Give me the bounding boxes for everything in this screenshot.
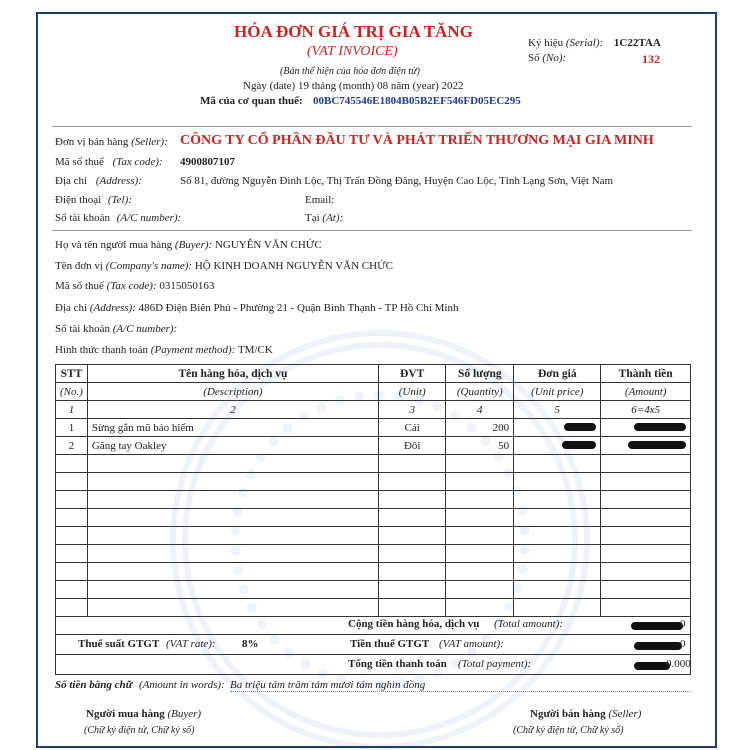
table-row-empty (56, 527, 691, 545)
authority-code: 00BC745546E1804B05B2EF546FD05EC295 (313, 95, 521, 107)
col-amount: Thành tiền (601, 365, 691, 383)
redacted-price (562, 441, 596, 449)
table-row-empty (56, 509, 691, 527)
buyer-company-row: Tên đơn vị (Company's name): HỘ KINH DOANH NGUYỄN VĂN CHỨC (55, 260, 393, 272)
vat-rate: 8% (242, 638, 259, 650)
table-header-row (56, 365, 691, 383)
invoice-no-field (528, 52, 566, 64)
table-row-empty (56, 599, 691, 617)
redacted-total (634, 661, 670, 673)
buyer-company: HỘ KINH DOANH NGUYỄN VĂN CHỨC (194, 260, 393, 272)
buyer-tax-row: Mã số thuế (Tax code): 0315050163 (55, 280, 215, 292)
serial-label-en: (Serial): (565, 37, 604, 49)
seller-name-label: Đơn vị bán hàng (Seller): (55, 136, 168, 148)
buyer-address: 486D Điện Biên Phủ - Phường 21 - Quận Bình Thạnh - TP Hồ Chí Minh (138, 302, 459, 314)
serial-value: 1C22TAA (613, 37, 661, 49)
buyer-name: NGUYỄN VĂN CHỨC (214, 239, 322, 251)
vat-row: Thuế suất GTGT (VAT rate): 8% Tiền thuế GTGT (VAT amount): 0 (55, 635, 691, 655)
divider-top (52, 126, 692, 127)
seller-bank-label: Tại (At): (305, 212, 344, 224)
amount-words-row: Số tiền bằng chữ (Amount in words): (55, 679, 225, 691)
invoice-title: HÓA ĐƠN GIÁ TRỊ GIA TĂNG (234, 22, 473, 41)
redacted-vat (634, 641, 682, 653)
serial-label: Ký hiệu (528, 37, 564, 49)
buyer-signature-note: (Chữ ký điện tử, Chữ ký số) (84, 725, 195, 736)
redacted-subtotal (631, 621, 683, 633)
seller-email-label: Email: (305, 194, 335, 206)
items-table (55, 364, 691, 617)
seller-tel-label: Điện thoại (Tel): (55, 194, 132, 206)
payment-method: TM/CK (237, 344, 273, 356)
col-unit-price: Đơn giá (514, 365, 601, 383)
divider-middle (52, 230, 692, 231)
buyer-account-row: Số tài khoản (A/C number): (55, 323, 178, 335)
seller-tax-label: Mã số thuế (Tax code): (55, 156, 163, 168)
buyer-tax-code: 0315050163 (159, 280, 215, 292)
seller-signature-note: (Chữ ký điện tử, Chữ ký số) (513, 725, 624, 736)
invoice-no-label-en: (No): (542, 52, 567, 64)
table-row: 1 Sừng gắn mũ bảo hiểm Cái 200 (56, 419, 691, 437)
table-row-empty (56, 455, 691, 473)
buyer-name-row: Họ và tên người mua hàng (Buyer): NGUYỄN VĂN CHỨC (55, 239, 322, 251)
invoice-subtitle: (Bản thể hiện của hóa đơn điện tử) (280, 66, 420, 77)
table-row-empty (56, 473, 691, 491)
table-index-row: 1 2 3 4 5 6=4x5 (56, 401, 691, 419)
table-header-en-row: (No.) (Description) (Unit) (Quantity) (Unit price) (Amount) (56, 383, 691, 401)
seller-address-label: Địa chỉ (Address): (55, 175, 142, 187)
seller-tax-code: 4900807107 (180, 156, 235, 168)
col-stt: STT (56, 365, 88, 383)
payment-method-row: Hình thức thanh toán (Payment method): TM/CK (55, 344, 273, 356)
table-row-empty (56, 581, 691, 599)
invoice-date: Ngày (date) 19 tháng (month) 08 năm (year) 2022 (243, 80, 464, 92)
redacted-price (564, 423, 596, 431)
table-row-empty (56, 563, 691, 581)
table-row: 2 Găng tay Oakley Đôi 50 (56, 437, 691, 455)
seller-address: Số 81, đường Nguyễn Đình Lộc, Thị Trấn Đồng Đăng, Huyện Cao Lộc, Tỉnh Lạng Sơn, Việt Nam (180, 175, 614, 187)
seller-name: CÔNG TY CỔ PHẦN ĐẦU TƯ VÀ PHÁT TRIỂN THƯƠNG MẠI GIA MINH (180, 133, 654, 148)
col-description: Tên hàng hóa, dịch vụ (87, 365, 378, 383)
subtotal-row: Cộng tiền hàng hóa, dịch vụ (Total amount): 0 (55, 615, 691, 635)
amount-in-words: Ba triệu tám trăm tám mươi tám nghìn đồng (230, 679, 690, 692)
seller-signature-label: Người bán hàng (Seller) (530, 708, 642, 720)
col-unit: ĐVT (378, 365, 445, 383)
table-row-empty (56, 545, 691, 563)
serial-field (528, 37, 661, 49)
invoice-no-label: Số (528, 52, 540, 64)
buyer-address-row: Địa chỉ (Address): 486D Điện Biên Phủ - Phường 21 - Quận Bình Thạnh - TP Hồ Chí Minh (55, 302, 459, 314)
buyer-signature-label: Người mua hàng (Buyer) (86, 708, 202, 720)
redacted-amount (628, 441, 686, 449)
redacted-amount (634, 423, 686, 431)
seller-account-label: Số tài khoản (A/C number): (55, 212, 182, 224)
col-quantity: Số lượng (446, 365, 514, 383)
total-row: Tổng tiền thanh toán (Total payment): 0.000 (55, 655, 691, 675)
authority-code-label: Mã của cơ quan thuế: (200, 95, 303, 107)
invoice-title-en: (VAT INVOICE) (307, 44, 398, 59)
table-row-empty (56, 491, 691, 509)
invoice-no-value: 132 (642, 52, 660, 66)
